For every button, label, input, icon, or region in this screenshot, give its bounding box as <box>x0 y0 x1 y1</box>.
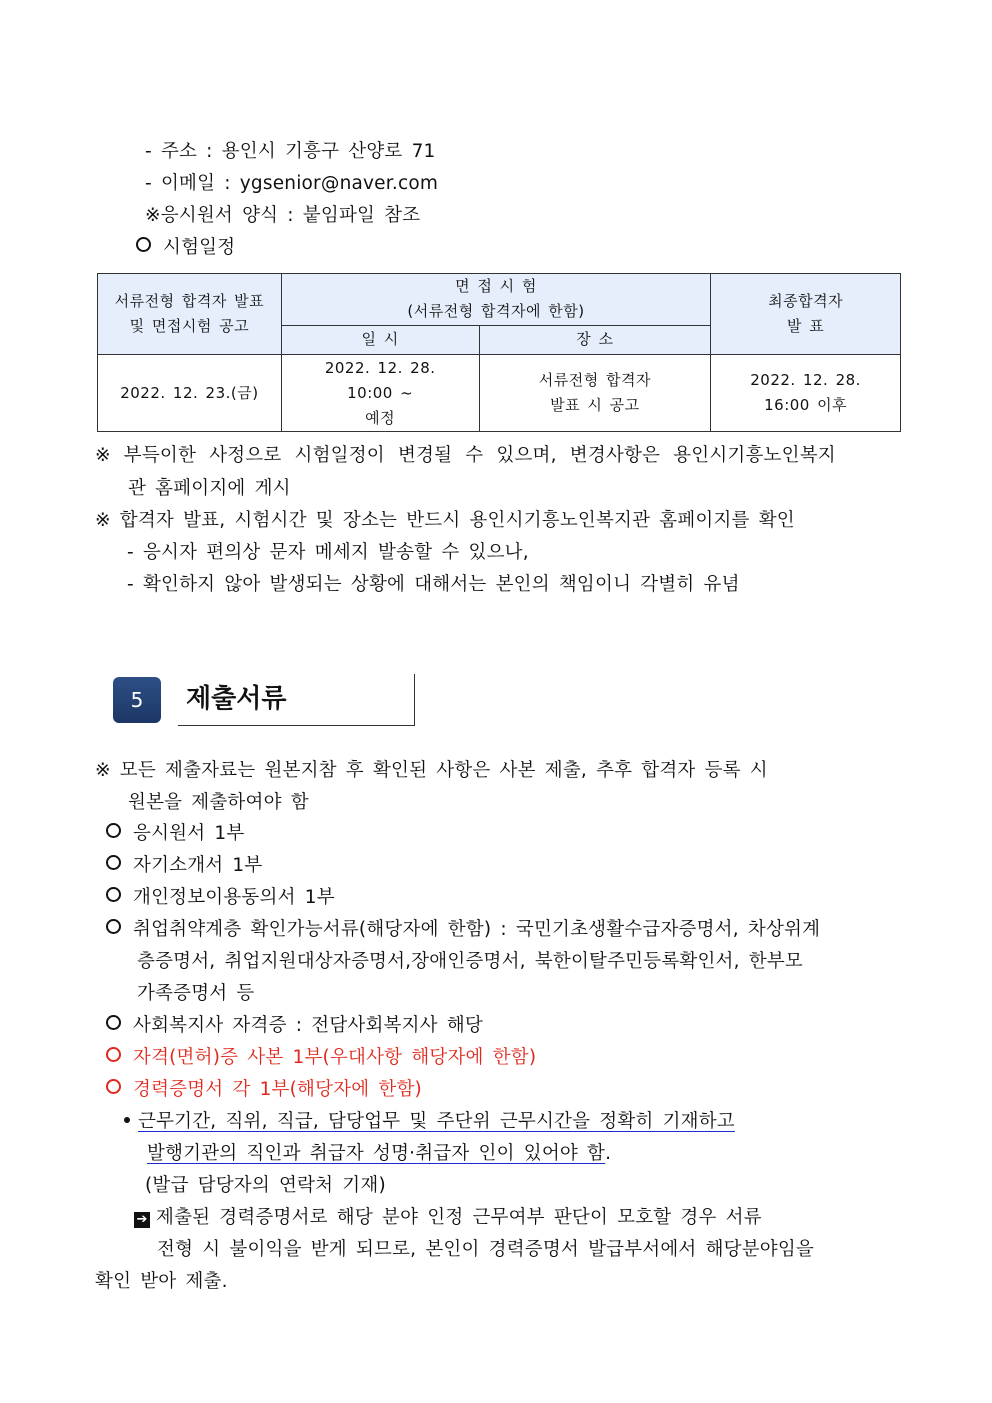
schedule-table <box>97 273 901 432</box>
career-detail-4: ➔ 제출된 경력증명서로 해당 분야 인정 근무여부 판단이 모호할 경우 서류 <box>134 1206 762 1230</box>
header-final: 최종합격자 발 표 <box>711 274 901 355</box>
doc-item-privacy: 개인정보이용동의서 1부 <box>106 886 335 910</box>
circle-bullet-icon <box>106 823 121 838</box>
email-line: - 이메일 : ygsenior@naver.com <box>145 173 439 194</box>
career-detail-6: 확인 받아 제출. <box>95 1271 228 1292</box>
doc-item-intro: 자기소개서 1부 <box>106 854 262 878</box>
docs-note-cont: 원본을 제출하여야 함 <box>128 792 309 813</box>
circle-bullet-icon <box>106 1079 121 1094</box>
section-title: 제출서류 <box>186 684 287 714</box>
note-sms: - 응시자 편의상 문자 메세지 발송할 수 있으나, <box>127 542 529 563</box>
circle-bullet-icon <box>106 887 121 902</box>
cell-final: 2022. 12. 28. 16:00 이후 <box>711 355 901 432</box>
header-place: 장 소 <box>479 325 711 354</box>
doc-item-vulnerable: 취업취약계층 확인가능서류(해당자에 한함) : 국민기초생활수급자증명서, 차상위계 <box>106 918 820 942</box>
circle-bullet-icon <box>106 919 121 934</box>
cell-announce-date: 2022. 12. 23.(금) <box>98 355 282 432</box>
cell-interview-place: 서류전형 합격자 발표 시 공고 <box>479 355 711 432</box>
doc-item-certificate: 자격(면허)증 사본 1부(우대사항 해당자에 한함) <box>106 1046 536 1070</box>
header-announce: 서류전형 합격자 발표 및 면접시험 공고 <box>98 274 282 355</box>
schedule-heading: 시험일정 <box>136 236 235 260</box>
note-change-cont: 관 홈페이지에 게시 <box>128 478 291 499</box>
header-interview: 면 접 시 험 (서류전형 합격자에 한함) <box>281 274 710 326</box>
doc-item-application: 응시원서 1부 <box>106 822 244 846</box>
address-line: - 주소 : 용인시 기흥구 산양로 71 <box>145 141 436 162</box>
circle-bullet-icon <box>136 237 151 252</box>
circle-bullet-icon <box>106 1015 121 1030</box>
note-change: ※ 부득이한 사정으로 시험일정이 변경될 수 있으며, 변경사항은 용인시기흥노인복지 <box>95 445 836 466</box>
doc-item-vulnerable-cont: 층증명서, 취업지원대상자증명서,장애인증명서, 북한이탈주민등록확인서, 한부모 <box>137 951 803 972</box>
doc-item-career: 경력증명서 각 1부(해당자에 한함) <box>106 1078 422 1102</box>
career-detail-2: 발행기관의 직인과 취급자 성명·취급자 인이 있어야 함. <box>147 1143 612 1164</box>
note-responsibility: - 확인하지 않아 발생되는 상황에 대해서는 본인의 책임이니 각별히 유념 <box>127 574 740 595</box>
section-number-badge: 5 <box>113 677 161 723</box>
note-check: ※ 합격자 발표, 시험시간 및 장소는 반드시 용인시기흥노인복지관 홈페이지를 확인 <box>95 510 795 531</box>
cell-interview-date: 2022. 12. 28. 10:00 ~ 예정 <box>281 355 479 432</box>
docs-note: ※ 모든 제출자료는 원본지참 후 확인된 사항은 사본 제출, 추후 합격자 등록 시 <box>95 760 768 781</box>
doc-item-license: 사회복지사 자격증 : 전담사회복지사 해당 <box>106 1014 483 1038</box>
career-detail-3: (발급 담당자의 연락처 기재) <box>145 1175 386 1196</box>
header-date: 일 시 <box>281 325 479 354</box>
doc-item-vulnerable-cont2: 가족증명서 등 <box>137 983 255 1004</box>
form-note-line: ※응시원서 양식 : 붙임파일 참조 <box>145 205 421 226</box>
circle-bullet-icon <box>106 1047 121 1062</box>
career-detail-5: 전형 시 불이익을 받게 되므로, 본인이 경력증명서 발급부서에서 해당분야임을 <box>157 1239 815 1260</box>
section-title-box <box>178 674 415 726</box>
career-detail-1: 근무기간, 직위, 직급, 담당업무 및 주단위 근무시간을 정확히 기재하고 <box>124 1110 735 1134</box>
bullet-dot-icon <box>124 1117 130 1123</box>
circle-bullet-icon <box>106 855 121 870</box>
arrow-right-icon: ➔ <box>134 1212 150 1228</box>
